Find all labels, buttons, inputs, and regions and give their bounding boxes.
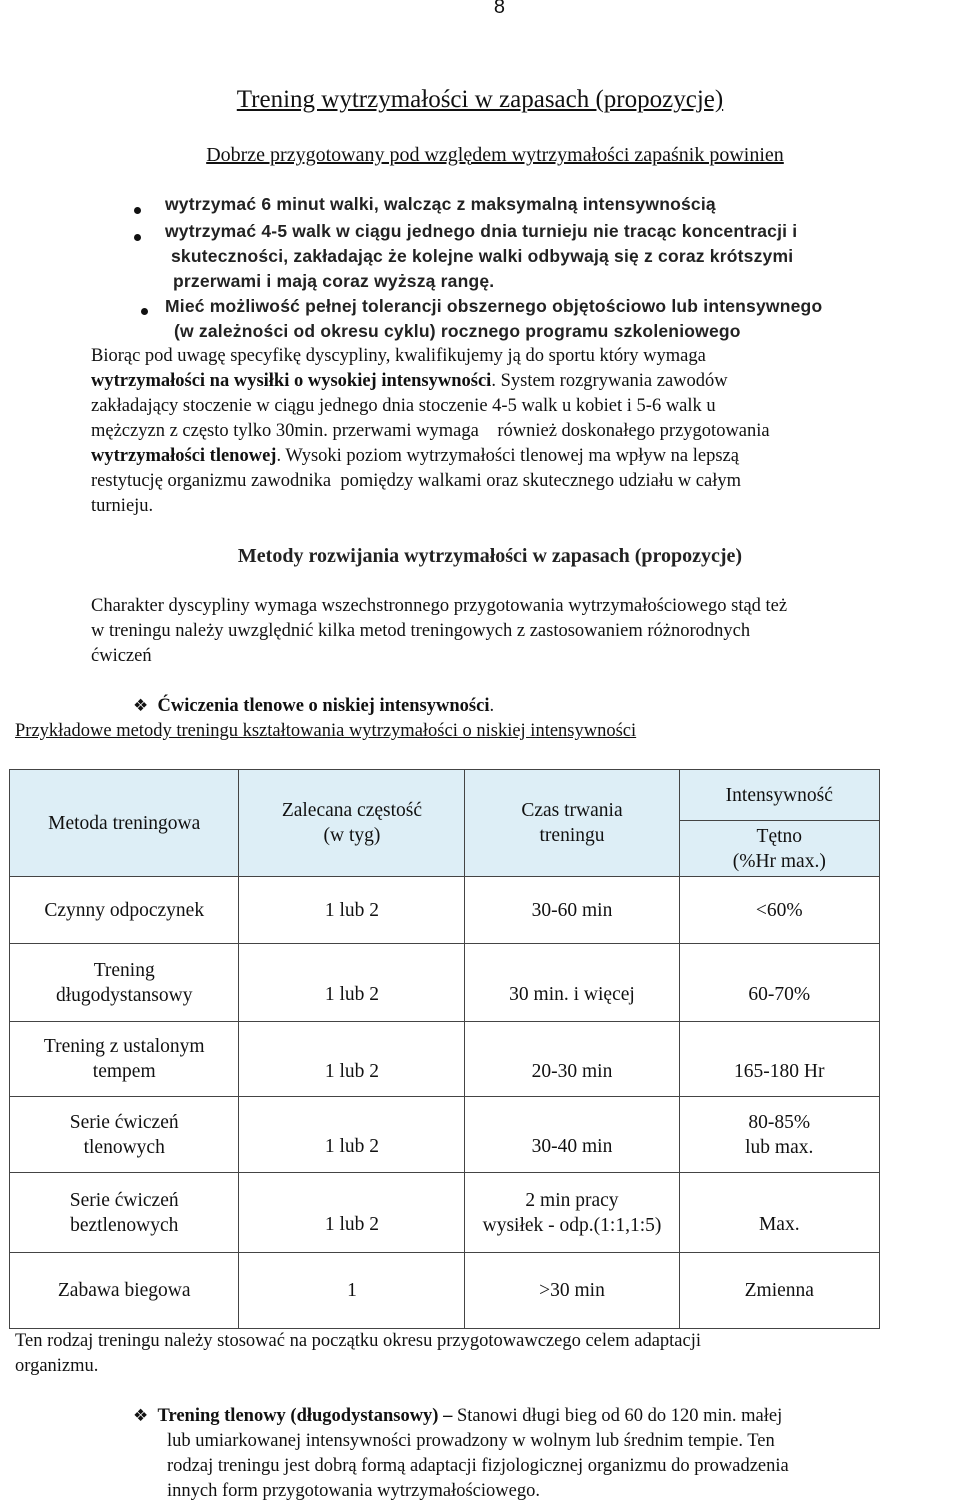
cell-line: tlenowych — [83, 1136, 165, 1158]
header-line: Tętno — [756, 825, 803, 847]
bold-phrase: wytrzymałości tlenowej — [91, 446, 277, 466]
cell-line: długodystansowy — [55, 984, 193, 1006]
paragraph-line: Ten rodzaj treningu należy stosować na początku okresu przygotowawczego celem adaptacji — [15, 1331, 701, 1351]
section-heading: Metody rozwijania wytrzymałości w zapasach (propozycje) — [237, 545, 743, 567]
paragraph-line: restytucję organizmu zawodnika pomiędzy walkami oraz skutecznego udziału w całym — [91, 471, 742, 491]
cell-line: 80-85% — [748, 1111, 811, 1133]
cell-line: Trening — [93, 959, 155, 981]
cell-frequency: 1 lub 2 — [239, 1097, 465, 1173]
cell-method: Czynny odpoczynek — [10, 877, 239, 944]
cell-heart-rate: Zmienna — [679, 1253, 879, 1329]
cell-line: lub max. — [745, 1136, 814, 1158]
paragraph-line: Biorąc pod uwagę specyfikę dyscypliny, kwalifikujemy ją do sportu który wymaga — [91, 346, 706, 366]
page-title: Trening wytrzymałości w zapasach (propozycje) — [236, 86, 724, 113]
bullet-item: Mieć możliwość pełnej tolerancji obszernego objętościowo lub intensywnego — [165, 296, 823, 316]
header-line: Czas trwania — [521, 800, 623, 821]
table-row — [10, 1097, 880, 1173]
table-row — [10, 1253, 880, 1329]
paragraph-line: innych form przygotowania wytrzymałościowego. — [167, 1481, 540, 1501]
diamond-bullet-icon: ❖ — [133, 696, 149, 716]
cell-frequency: 1 lub 2 — [239, 1173, 465, 1253]
section-title: Ćwiczenia tlenowe o niskiej intensywności — [157, 696, 490, 716]
cell-duration: 30-40 min — [465, 1097, 679, 1173]
paragraph-line: Charakter dyscypliny wymaga wszechstronnego przygotowania wytrzymałościowego stąd też — [91, 596, 788, 616]
text-run: . System rozgrywania zawodów — [491, 371, 728, 391]
cell-frequency: 1 — [239, 1253, 465, 1329]
paragraph-line: organizmu. — [15, 1356, 99, 1376]
cell-line: beztlenowych — [70, 1214, 179, 1236]
bullet-dot-icon — [134, 201, 141, 219]
bold-phrase: wytrzymałości na wysiłki o wysokiej intensywności — [91, 371, 492, 391]
paragraph-line: w treningu należy uwzględnić kilka metod treningowych z zastosowaniem różnorodnych — [91, 621, 751, 641]
cell-heart-rate: 165-180 Hr — [679, 1022, 879, 1097]
header-duration — [465, 770, 679, 877]
text-run: . Wysoki poziom wytrzymałości tlenowej ma wpływ na lepszą — [276, 446, 739, 466]
cell-heart-rate: Max. — [679, 1173, 879, 1253]
cell-heart-rate: 60-70% — [679, 944, 879, 1022]
bullet-dot-icon — [134, 228, 141, 246]
paragraph-line: rodzaj treningu jest dobrą formą adaptacji fizjologicznej organizmu do prowadzenia — [167, 1456, 789, 1476]
cell-method — [10, 1173, 239, 1253]
cell-method — [10, 1097, 239, 1173]
paragraph-line — [91, 369, 728, 394]
cell-heart-rate: <60% — [679, 877, 879, 944]
training-methods-table — [9, 769, 880, 1329]
bullet-item: skuteczności, zakładając że kolejne walki odbywają się z coraz krótszymi — [171, 246, 794, 266]
cell-duration: 30 min. i więcej — [465, 944, 679, 1022]
cell-line: Serie ćwiczeń — [69, 1189, 179, 1211]
cell-line: tempem — [92, 1061, 156, 1082]
cell-method — [10, 1022, 239, 1097]
header-line: (w tyg) — [323, 825, 381, 846]
cell-line: wysiłek - odp.(1:1,1:5) — [482, 1214, 662, 1236]
table-row — [10, 944, 880, 1022]
cell-duration: 20-30 min — [465, 1022, 679, 1097]
cell-duration: 30-60 min — [465, 877, 679, 944]
cell-duration — [465, 1173, 679, 1253]
table-row — [10, 1022, 880, 1097]
header-method: Metoda treningowa — [10, 770, 239, 877]
header-heart-rate — [679, 821, 879, 877]
paragraph-line: ćwiczeń — [91, 646, 152, 666]
cell-line: Serie ćwiczeń — [69, 1111, 179, 1133]
bullet-item: wytrzymać 6 minut walki, walcząc z maksymalną intensywnością — [165, 194, 716, 214]
cell-heart-rate — [679, 1097, 879, 1173]
table-row — [10, 877, 880, 944]
cell-frequency: 1 lub 2 — [239, 1022, 465, 1097]
header-line: Zalecana częstość — [281, 800, 423, 821]
header-intensity: Intensywność — [679, 770, 879, 821]
bullet-item: wytrzymać 4-5 walk w ciągu jednego dnia turnieju nie tracąc koncentracji i — [165, 221, 798, 241]
header-line: (%Hr max.) — [732, 850, 826, 872]
cell-frequency: 1 lub 2 — [239, 877, 465, 944]
text-run: Stanowi długi bieg od 60 do 120 min. małej — [456, 1406, 783, 1426]
cell-line: Trening z ustalonym — [43, 1036, 205, 1057]
cell-method: Zabawa biegowa — [10, 1253, 239, 1329]
table-row — [10, 1173, 880, 1253]
cell-line: 2 min pracy — [525, 1189, 619, 1211]
page-number: 8 — [493, 0, 505, 18]
subtitle: Dobrze przygotowany pod względem wytrzymałości zapaśnik powinien — [206, 144, 784, 166]
paragraph-line — [91, 444, 739, 469]
section-line — [133, 1404, 782, 1429]
paragraph-line: zakładający stoczenie w ciągu jednego dnia stoczenie 4-5 walk u kobiet i 5-6 walk u — [91, 396, 716, 416]
header-frequency — [239, 770, 465, 877]
bullet-dot-icon — [141, 302, 148, 320]
section-title: Trening tlenowy (długodystansowy) – — [157, 1406, 457, 1426]
paragraph-line: turnieju. — [91, 496, 154, 516]
paragraph-line: mężczyzn z często tylko 30min. przerwami wymaga również doskonałego przygotowania — [91, 421, 770, 441]
bullet-item: przerwami i mają coraz wyższą rangę. — [173, 271, 495, 291]
header-line: treningu — [539, 825, 605, 846]
cell-frequency: 1 lub 2 — [239, 944, 465, 1022]
bullet-item: (w zależności od okresu cyklu) rocznego programu szkoleniowego — [174, 321, 741, 341]
text-run: . — [489, 696, 495, 716]
diamond-bullet-icon: ❖ — [133, 1406, 149, 1426]
cell-method — [10, 944, 239, 1022]
cell-duration: >30 min — [465, 1253, 679, 1329]
section-header — [133, 694, 494, 719]
paragraph-line: lub umiarkowanej intensywności prowadzony w wolnym lub średnim tempie. Ten — [167, 1431, 775, 1451]
section-subtitle: Przykładowe metody treningu kształtowania wytrzymałości o niskiej intensywności — [15, 721, 637, 741]
